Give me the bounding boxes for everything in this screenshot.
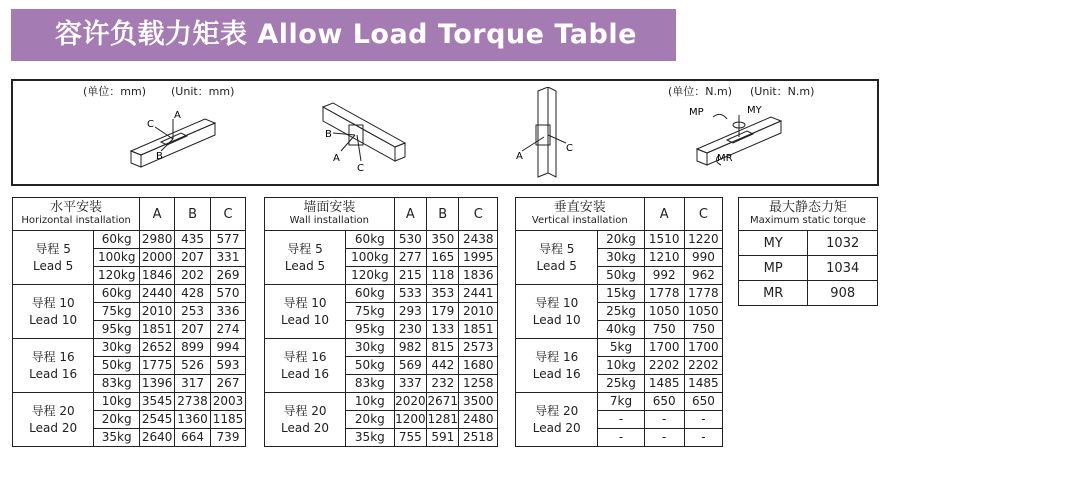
value-cell: 1700 <box>684 339 722 357</box>
column-header-B: B <box>427 198 459 231</box>
load-cell: 60kg <box>94 231 140 249</box>
lead-label-zh: 导程 10 <box>31 295 75 310</box>
lead-label-zh: 导程 5 <box>35 241 71 256</box>
value-cell: 962 <box>684 267 722 285</box>
value-cell: 133 <box>427 321 459 339</box>
torque-value: 1032 <box>808 231 878 256</box>
table-row <box>739 256 878 281</box>
value-cell: 569 <box>394 357 426 375</box>
column-header-C: C <box>684 198 722 231</box>
header-zh: 垂直安装 <box>553 200 606 215</box>
torque-name: MP <box>739 256 808 281</box>
lead-label-en: Lead 16 <box>29 366 78 381</box>
unit-label-mm-en: (Unit：mm) <box>171 85 235 98</box>
header-zh: 墙面安装 <box>303 200 356 215</box>
table-header <box>516 198 645 231</box>
torque-value: 1034 <box>808 256 878 281</box>
header-zh: 水平安装 <box>50 200 103 215</box>
column-header-A: A <box>140 198 175 231</box>
load-cell: 95kg <box>346 321 395 339</box>
value-cell: 1220 <box>684 231 722 249</box>
load-cell: - <box>598 429 644 447</box>
label-A: A <box>516 151 523 162</box>
value-cell: 1778 <box>644 285 684 303</box>
lead-group-label <box>265 339 346 393</box>
value-cell: 1050 <box>644 303 684 321</box>
value-cell: 1485 <box>684 375 722 393</box>
label-MR: MR <box>717 153 733 164</box>
load-cell: 100kg <box>346 249 395 267</box>
value-cell: 1510 <box>644 231 684 249</box>
value-cell: 1846 <box>140 267 175 285</box>
diagram-panel <box>11 79 879 186</box>
value-cell: 3545 <box>140 393 175 411</box>
value-cell: 2441 <box>459 285 498 303</box>
header-zh: 最大静态力矩 <box>768 200 847 215</box>
header-en: Horizontal installation <box>21 215 131 226</box>
value-cell: 650 <box>644 393 684 411</box>
value-cell: 1700 <box>644 339 684 357</box>
table-row <box>516 231 723 249</box>
value-cell: 1995 <box>459 249 498 267</box>
lead-group-label <box>13 339 94 393</box>
wall-installation-table <box>264 197 498 447</box>
value-cell: 815 <box>427 339 459 357</box>
lead-label-en: Lead 5 <box>32 258 74 273</box>
value-cell: 2010 <box>140 303 175 321</box>
torque-name: MR <box>739 281 808 306</box>
lead-group-label <box>13 285 94 339</box>
value-cell: 1396 <box>140 375 175 393</box>
column-header-C: C <box>211 198 246 231</box>
value-cell: 118 <box>427 267 459 285</box>
value-cell: 267 <box>211 375 246 393</box>
value-cell: 277 <box>394 249 426 267</box>
value-cell: 533 <box>394 285 426 303</box>
torque-name: MY <box>739 231 808 256</box>
value-cell: 1680 <box>459 357 498 375</box>
value-cell: 317 <box>175 375 211 393</box>
lead-group-label <box>516 231 598 285</box>
lead-label-en: Lead 16 <box>532 366 581 381</box>
value-cell: 165 <box>427 249 459 267</box>
label-MY: MY <box>747 105 762 116</box>
value-cell: 331 <box>211 249 246 267</box>
lead-label-en: Lead 10 <box>29 312 78 327</box>
lead-label-zh: 导程 20 <box>31 403 75 418</box>
value-cell: 337 <box>394 375 426 393</box>
unit-label-nm-en: (Unit：N.m) <box>750 85 815 98</box>
load-cell: 100kg <box>94 249 140 267</box>
value-cell: 1360 <box>175 411 211 429</box>
load-cell: 35kg <box>346 429 395 447</box>
value-cell: 1778 <box>684 285 722 303</box>
load-cell: 20kg <box>598 231 644 249</box>
value-cell: 2573 <box>459 339 498 357</box>
value-cell: 350 <box>427 231 459 249</box>
value-cell: 336 <box>211 303 246 321</box>
load-cell: 120kg <box>346 267 395 285</box>
value-cell: 202 <box>175 267 211 285</box>
lead-label-zh: 导程 10 <box>283 295 327 310</box>
table-row <box>739 281 878 306</box>
value-cell: 1050 <box>684 303 722 321</box>
lead-label-zh: 导程 5 <box>287 241 323 256</box>
label-C: C <box>147 119 154 130</box>
value-cell: 1485 <box>644 375 684 393</box>
label-C: C <box>566 143 573 154</box>
value-cell: 739 <box>211 429 246 447</box>
value-cell: 2738 <box>175 393 211 411</box>
value-cell: 2980 <box>140 231 175 249</box>
torque-value: 908 <box>808 281 878 306</box>
load-cell: - <box>598 411 644 429</box>
value-cell: 570 <box>211 285 246 303</box>
load-cell: 25kg <box>598 375 644 393</box>
value-cell: 994 <box>211 339 246 357</box>
column-header-C: C <box>459 198 498 231</box>
horizontal-rail-diagram <box>123 101 223 176</box>
lead-label-en: Lead 20 <box>29 420 78 435</box>
load-cell: 30kg <box>94 339 140 357</box>
value-cell: 2440 <box>140 285 175 303</box>
lead-label-zh: 导程 16 <box>535 349 579 364</box>
header-en: Wall installation <box>289 215 369 226</box>
value-cell: 2480 <box>459 411 498 429</box>
value-cell: 990 <box>684 249 722 267</box>
value-cell: 2518 <box>459 429 498 447</box>
load-cell: 60kg <box>346 285 395 303</box>
value-cell: 577 <box>211 231 246 249</box>
lead-label-en: Lead 5 <box>284 258 326 273</box>
load-cell: 50kg <box>346 357 395 375</box>
value-cell: - <box>644 411 684 429</box>
value-cell: 207 <box>175 249 211 267</box>
value-cell: 650 <box>684 393 722 411</box>
column-header-B: B <box>175 198 211 231</box>
table-row <box>13 339 246 357</box>
value-cell: 982 <box>394 339 426 357</box>
load-cell: 10kg <box>94 393 140 411</box>
value-cell: 750 <box>644 321 684 339</box>
load-cell: 30kg <box>598 249 644 267</box>
label-A: A <box>174 110 181 121</box>
value-cell: 992 <box>644 267 684 285</box>
lead-label-zh: 导程 20 <box>535 403 579 418</box>
table-row <box>265 231 498 249</box>
load-cell: 7kg <box>598 393 644 411</box>
value-cell: 593 <box>211 357 246 375</box>
value-cell: 269 <box>211 267 246 285</box>
header-en: Vertical installation <box>531 215 628 226</box>
lead-label-en: Lead 10 <box>281 312 329 327</box>
value-cell: 1210 <box>644 249 684 267</box>
table-header <box>13 198 140 231</box>
load-cell: 5kg <box>598 339 644 357</box>
lead-label-en: Lead 20 <box>281 420 329 435</box>
lead-group-label <box>516 285 598 339</box>
load-cell: 60kg <box>346 231 395 249</box>
load-cell: 60kg <box>94 285 140 303</box>
vertical-rail-diagram <box>508 87 588 185</box>
load-cell: 20kg <box>94 411 140 429</box>
table-row <box>265 393 498 411</box>
value-cell: 1836 <box>459 267 498 285</box>
table-row <box>13 285 246 303</box>
header-en: Maximum static torque <box>750 215 866 226</box>
column-header-A: A <box>394 198 426 231</box>
load-cell: 20kg <box>346 411 395 429</box>
table-row <box>739 231 878 256</box>
load-cell: 10kg <box>346 393 395 411</box>
lead-label-en: Lead 16 <box>281 366 329 381</box>
load-cell: 10kg <box>598 357 644 375</box>
table-header <box>265 198 395 231</box>
value-cell: 1775 <box>140 357 175 375</box>
lead-label-en: Lead 20 <box>532 420 581 435</box>
value-cell: 591 <box>427 429 459 447</box>
lead-group-label <box>516 393 598 447</box>
value-cell: 2202 <box>684 357 722 375</box>
lead-label-zh: 导程 5 <box>538 241 575 256</box>
table-row <box>516 339 723 357</box>
value-cell: 232 <box>427 375 459 393</box>
table-row <box>516 393 723 411</box>
lead-label-zh: 导程 16 <box>283 349 327 364</box>
unit-label-mm-zh: (单位：mm) <box>83 85 147 98</box>
lead-label-zh: 导程 16 <box>31 349 75 364</box>
value-cell: 179 <box>427 303 459 321</box>
value-cell: 353 <box>427 285 459 303</box>
table-row <box>265 285 498 303</box>
value-cell: 2202 <box>644 357 684 375</box>
lead-label-zh: 导程 20 <box>283 403 327 418</box>
value-cell: 230 <box>394 321 426 339</box>
load-cell: 35kg <box>94 429 140 447</box>
load-cell: 30kg <box>346 339 395 357</box>
value-cell: 1851 <box>459 321 498 339</box>
load-cell: 120kg <box>94 267 140 285</box>
label-B: B <box>325 129 332 140</box>
value-cell: 293 <box>394 303 426 321</box>
lead-group-label <box>13 393 94 447</box>
unit-label-nm-zh: (单位：N.m) <box>668 85 733 98</box>
page-title: 容许负载力矩表 Allow Load Torque Table <box>11 9 676 61</box>
load-cell: 40kg <box>598 321 644 339</box>
load-cell: 25kg <box>598 303 644 321</box>
value-cell: 2640 <box>140 429 175 447</box>
lead-group-label <box>516 339 598 393</box>
table-header <box>739 198 878 231</box>
horizontal-installation-table <box>12 197 246 447</box>
torque-diagram <box>683 99 793 181</box>
value-cell: 2010 <box>459 303 498 321</box>
value-cell: 253 <box>175 303 211 321</box>
value-cell: 435 <box>175 231 211 249</box>
value-cell: 1258 <box>459 375 498 393</box>
load-cell: 75kg <box>94 303 140 321</box>
lead-group-label <box>265 231 346 285</box>
value-cell: 899 <box>175 339 211 357</box>
table-row <box>13 231 246 249</box>
value-cell: 750 <box>684 321 722 339</box>
value-cell: 274 <box>211 321 246 339</box>
lead-label-en: Lead 10 <box>532 312 581 327</box>
label-C: C <box>357 163 364 174</box>
value-cell: 664 <box>175 429 211 447</box>
value-cell: 2000 <box>140 249 175 267</box>
table-row <box>265 339 498 357</box>
value-cell: 2652 <box>140 339 175 357</box>
value-cell: 1851 <box>140 321 175 339</box>
table-row <box>516 285 723 303</box>
value-cell: 1281 <box>427 411 459 429</box>
value-cell: 755 <box>394 429 426 447</box>
value-cell: 3500 <box>459 393 498 411</box>
load-cell: 75kg <box>346 303 395 321</box>
column-header-A: A <box>644 198 684 231</box>
lead-group-label <box>13 231 94 285</box>
value-cell: 428 <box>175 285 211 303</box>
table-row <box>13 393 246 411</box>
value-cell: 2545 <box>140 411 175 429</box>
value-cell: 215 <box>394 267 426 285</box>
load-cell: 15kg <box>598 285 644 303</box>
label-B: B <box>156 151 163 162</box>
value-cell: 1200 <box>394 411 426 429</box>
value-cell: 2020 <box>394 393 426 411</box>
load-cell: 50kg <box>598 267 644 285</box>
value-cell: - <box>644 429 684 447</box>
value-cell: 2671 <box>427 393 459 411</box>
value-cell: 530 <box>394 231 426 249</box>
lead-group-label <box>265 393 346 447</box>
value-cell: - <box>684 429 722 447</box>
load-cell: 50kg <box>94 357 140 375</box>
value-cell: 2438 <box>459 231 498 249</box>
value-cell: 207 <box>175 321 211 339</box>
max-static-torque-table <box>738 197 878 306</box>
value-cell: 526 <box>175 357 211 375</box>
value-cell: 2003 <box>211 393 246 411</box>
label-MP: MP <box>689 107 704 118</box>
lead-group-label <box>265 285 346 339</box>
lead-label-en: Lead 5 <box>536 258 577 273</box>
load-cell: 95kg <box>94 321 140 339</box>
load-cell: 83kg <box>346 375 395 393</box>
wall-rail-diagram <box>313 99 413 179</box>
lead-label-zh: 导程 10 <box>535 295 579 310</box>
load-cell: 83kg <box>94 375 140 393</box>
value-cell: 1185 <box>211 411 246 429</box>
vertical-installation-table <box>515 197 723 447</box>
label-A: A <box>333 153 340 164</box>
value-cell: 442 <box>427 357 459 375</box>
value-cell: - <box>684 411 722 429</box>
